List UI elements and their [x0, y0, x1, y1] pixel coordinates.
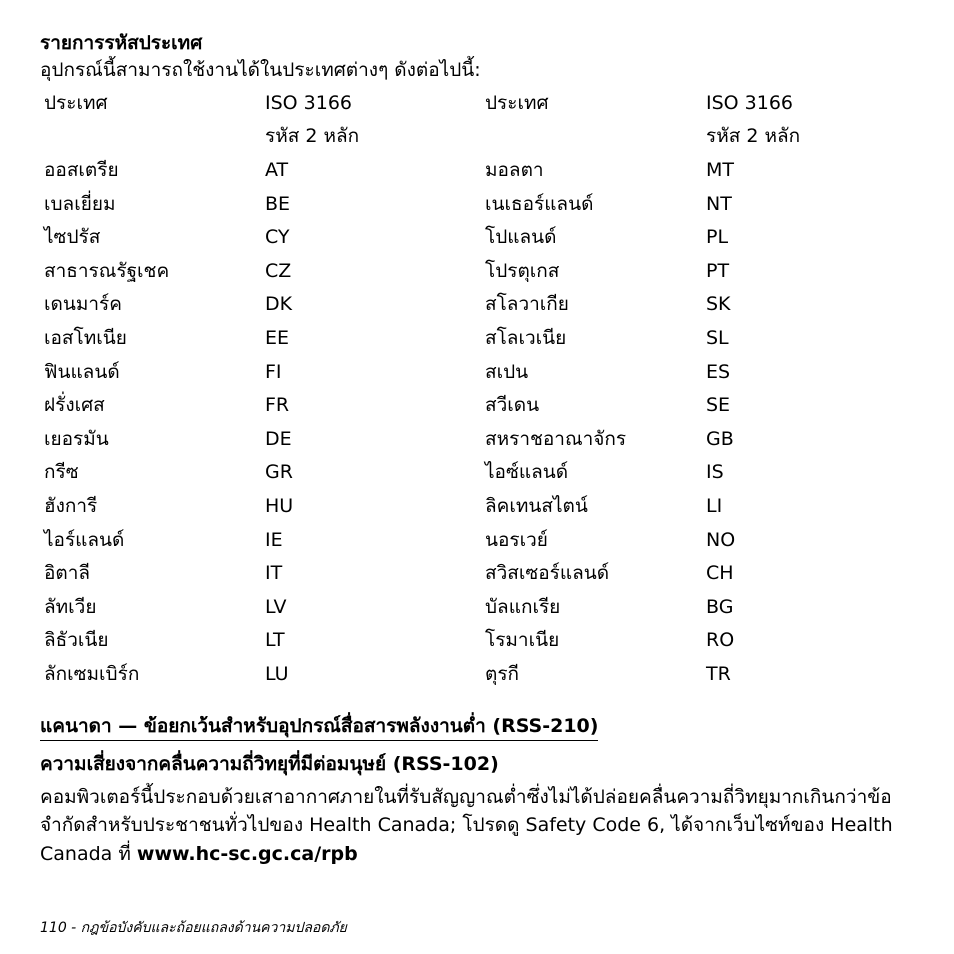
country-code: RO [706, 629, 735, 652]
country-name: สหราชอาณาจักร [485, 427, 627, 450]
country-name: ตุรกี [485, 662, 520, 685]
rss102-text: คอมพิวเตอร์นี้ประกอบด้วยเสาอากาศภายในที่รับสัญญาณต่ำซึ่งไม่ได้ปล่อยคลื่นความถี่วิทยุมากเกินกว่าข้อจำกัดสำหรับประชาชนทั่วไปของ Health Canada; โปรดดู Safety Code 6, ได้จากเว็บไซท์ของ Health Canada ที่ [40, 785, 893, 865]
country-code: SL [706, 326, 729, 349]
country-name: ฟินแลนด์ [44, 360, 120, 383]
table-row [40, 624, 920, 658]
country-code: GB [706, 427, 734, 450]
country-code: DK [265, 293, 293, 316]
country-code: CY [265, 226, 290, 249]
country-code: CZ [265, 259, 292, 282]
canada-section-title: แคนาดา — ข้อยกเว้นสำหรับอุปกรณ์สื่อสารพลังงานต่ำ (RSS-210) [40, 713, 598, 741]
country-code: SK [706, 293, 731, 316]
country-code: IS [706, 461, 724, 484]
country-name: ออสเตรีย [44, 158, 119, 181]
country-code: LU [265, 662, 289, 685]
country-code: HU [265, 494, 294, 517]
country-code: GR [265, 461, 293, 484]
table-row [40, 556, 920, 590]
country-code-table [40, 86, 920, 691]
table-row [40, 388, 920, 422]
country-code: AT [265, 158, 289, 181]
table-header-subrow [40, 120, 920, 154]
header-country: ประเทศ [44, 91, 108, 114]
table-header-row [40, 86, 920, 120]
table-row [40, 153, 920, 187]
table-row [40, 590, 920, 624]
country-name: สโลเวเนีย [485, 326, 567, 349]
country-name: กรีซ [44, 461, 79, 484]
country-name: สวิสเซอร์แลนด์ [485, 562, 610, 585]
document-page [40, 30, 920, 868]
header-country: ประเทศ [485, 91, 549, 114]
country-code: FI [265, 360, 282, 383]
country-name: ฝรั่งเศส [44, 394, 105, 417]
country-name: เนเธอร์แลนด์ [485, 192, 594, 215]
header-iso-sub: รหัส 2 หลัก [706, 125, 801, 148]
country-name: สาธารณรัฐเชค [44, 259, 170, 282]
table-row [40, 220, 920, 254]
header-iso: ISO 3166 [706, 91, 794, 114]
country-code: BE [265, 192, 291, 215]
country-name: ฮังการี [44, 494, 98, 517]
country-code: LV [265, 595, 287, 618]
table-row [40, 254, 920, 288]
table-row [40, 422, 920, 456]
country-code: BG [706, 595, 734, 618]
country-name: ไซปรัส [44, 226, 101, 249]
table-row [40, 288, 920, 322]
page-footer: 110 - กฎข้อบังคับและถ้อยแถลงด้านความปลอดภัย [40, 920, 347, 936]
country-name: ไอซ์แลนด์ [485, 461, 569, 484]
rss102-link[interactable]: www.hc-sc.gc.ca/rpb [136, 842, 358, 865]
country-code: DE [265, 427, 292, 450]
country-name: มอลตา [485, 158, 544, 181]
country-name: ไอร์แลนด์ [44, 528, 125, 551]
country-code: LI [706, 494, 723, 517]
country-name: บัลแกเรีย [485, 595, 561, 618]
table-row [40, 489, 920, 523]
country-code: CH [706, 562, 734, 585]
intro-text: อุปกรณ์นี้สามารถใช้งานได้ในประเทศต่างๆ ดังต่อไปนี้: [40, 59, 481, 81]
country-name: สเปน [485, 360, 529, 383]
country-code: EE [265, 326, 290, 349]
header-iso-sub: รหัส 2 หลัก [265, 125, 360, 148]
country-name: เอสโทเนีย [44, 326, 127, 349]
country-code: MT [706, 158, 734, 181]
table-row [40, 523, 920, 557]
country-name: ลักเซมเบิร์ก [44, 662, 140, 685]
country-code: LT [265, 629, 285, 652]
country-name: นอรเวย์ [485, 528, 548, 551]
country-name: อิตาลี [44, 562, 91, 585]
country-name: โปแลนด์ [485, 226, 557, 249]
header-iso: ISO 3166 [265, 91, 353, 114]
table-row [40, 355, 920, 389]
country-name: โปรตุเกส [485, 259, 560, 282]
country-code: NT [706, 192, 732, 215]
country-name: ลัทเวีย [44, 595, 97, 618]
country-code: SE [706, 394, 731, 417]
section-title: รายการรหัสประเทศ [40, 32, 203, 54]
rss102-paragraph [40, 783, 920, 869]
table-row [40, 321, 920, 355]
country-code: FR [265, 394, 290, 417]
country-name: เยอรมัน [44, 427, 109, 450]
country-name: ลิคเทนสไตน์ [485, 494, 588, 517]
country-name: โรมาเนีย [485, 629, 560, 652]
table-row [40, 456, 920, 490]
table-row [40, 657, 920, 691]
table-row [40, 187, 920, 221]
country-name: เดนมาร์ค [44, 293, 122, 316]
country-code: IE [265, 528, 283, 551]
country-name: ลิธัวเนีย [44, 629, 109, 652]
country-code: PL [706, 226, 729, 249]
country-code: PT [706, 259, 730, 282]
country-code: TR [706, 662, 731, 685]
country-code: IT [265, 562, 283, 585]
country-code: NO [706, 528, 736, 551]
country-code: ES [706, 360, 731, 383]
country-name: สโลวาเกีย [485, 293, 569, 316]
country-name: สวีเดน [485, 394, 540, 417]
country-name: เบลเยี่ยม [44, 192, 116, 215]
rss102-title: ความเสี่ยงจากคลื่นความถี่วิทยุที่มีต่อมนุษย์ (RSS-102) [40, 752, 499, 775]
